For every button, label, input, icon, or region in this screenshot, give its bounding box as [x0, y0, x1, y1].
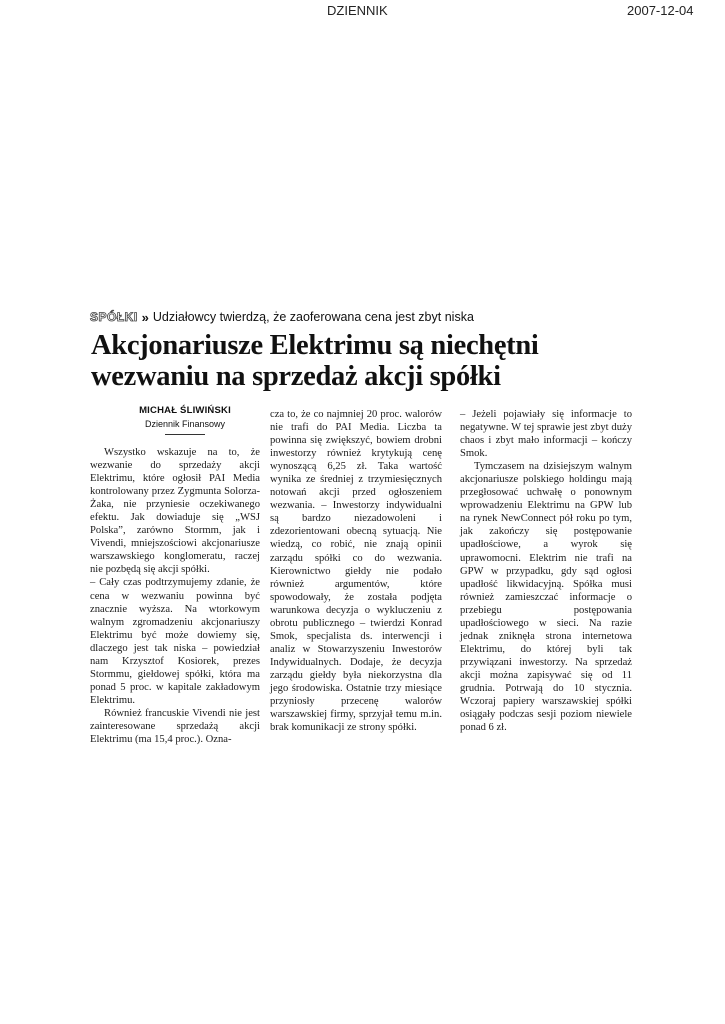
byline [120, 405, 250, 435]
headline [91, 330, 635, 392]
section-arrows: » [141, 309, 149, 325]
section-label: SPÓŁKI [90, 310, 138, 324]
byline-divider [165, 434, 205, 435]
paragraph: Wszystko wskazuje na to, że wezwanie do sprzedaży akcji Elektrimu, które ogłosił PAI Media kontrolowany przez Zygmunta Solorza-Żaka, nie przyniesie oczekiwanego efektu. Jak dowiaduje się „WSJ Polska”, zarówno Stormm, jak i Vivendi, mniejszościowi akcjonariusze warszawskiego konglomeratu, raczej nie pozbędą się akcji spółki. [90, 447, 260, 576]
paragraph: Również francuskie Vivendi nie jest zainteresowane sprzedażą akcji Elektrimu (ma 15,4 proc.). Ozna- [90, 707, 260, 746]
headline-line-2: wezwaniu na sprzedaż akcji spółki [91, 361, 501, 392]
publication-name: Dziennik Finansowy [144, 419, 226, 429]
text-column-3 [460, 408, 632, 734]
headline-line-1: Akcjonariusze Elektrimu są niechętni [91, 330, 539, 361]
newspaper-name: DZIENNIK [327, 3, 388, 18]
text-column-2 [270, 408, 442, 734]
paragraph: cza to, że co najmniej 20 proc. walorów nie trafi do PAI Media. Liczba ta powinna się zwiększyć, bowiem drobni inwestorzy również krytykują cenę wynoszącą 6,25 zł. Taka wartość wynika ze średniej z trzymiesięcznych notowań akcji przed ogłoszeniem wezwania. – Inwestorzy indywidualni są bardzo niezadowoleni i zdezorientowani obecną sytuacją. Nie wiedzą, co robić, nie znają opinii zarządu spółki co do wezwania. Kierownictwo giełdy nie podało również argumentów, które spowodowały, że została podjęta warunkowa decyzja o wykluczeniu z obrotu publicznego – twierdzi Konrad Smok, specjalista ds. interwencji i analiz w Stowarzyszeniu Inwestorów Indywidualnych. Dodaje, że decyzja zarządu giełdy była niekorzystna dla jego środowiska. Ostatnie trzy miesiące przyniosły przecenę walorów warszawskiej firmy, sprzyjał temu m.in. brak komunikacji ze strony spółki. [270, 409, 442, 734]
kicker-text: Udziałowcy twierdzą, że zaoferowana cena jest zbyt niska [152, 310, 474, 324]
text-column-1 [90, 446, 260, 746]
news-article [90, 308, 635, 746]
kicker-line [90, 308, 635, 326]
paragraph: – Jeżeli pojawiały się informacje to negatywne. W tej sprawie jest zbyt duży chaos i zbyt mało informacji – kończy Smok. [460, 409, 632, 460]
paragraph: – Cały czas podtrzymujemy zdanie, że cena w wezwaniu powinna być znacznie wyższa. Na wtorkowym walnym zgromadzeniu akcjonariuszy Elektrimu być może dowiemy się, dlaczego jest tak niska – powiedział nam Krzysztof Kosiorek, prezes Stormmu, giełdowej spółki, która ma ponad 5 proc. w kapitale zakładowym Elektrimu. [90, 577, 260, 706]
paragraph: Tymczasem na dzisiejszym walnym akcjonariusze polskiego holdingu mają przegłosować uchwałę o ponownym wprowadzeniu Elektrimu na GPW lub na rynek NewConnect pół roku po tym, jak zakończy się postępowanie upadłościowe, a wyrok się uprawomocni. Elektrim nie trafi na GPW w przypadku, gdy sąd ogłosi upadłość likwidacyjną. Spółka musi również zamieszczać informacje o przebiegu postępowania upadłościowego w sieci. Na razie jednak zniknęła strona internetowa Elektrimu, do której byli tak przywiązani inwestorzy. Na sprzedaż akcji można zapisywać się od 11 grudnia. Potrwają do 10 stycznia. Wczoraj papiery warszawskiej spółki osiągały podczas sesji poziom niewiele ponad 6 zł. [460, 461, 632, 734]
author-name: MICHAŁ ŚLIWIŃSKI [139, 405, 231, 416]
clipping-date: 2007-12-04 [627, 3, 694, 18]
